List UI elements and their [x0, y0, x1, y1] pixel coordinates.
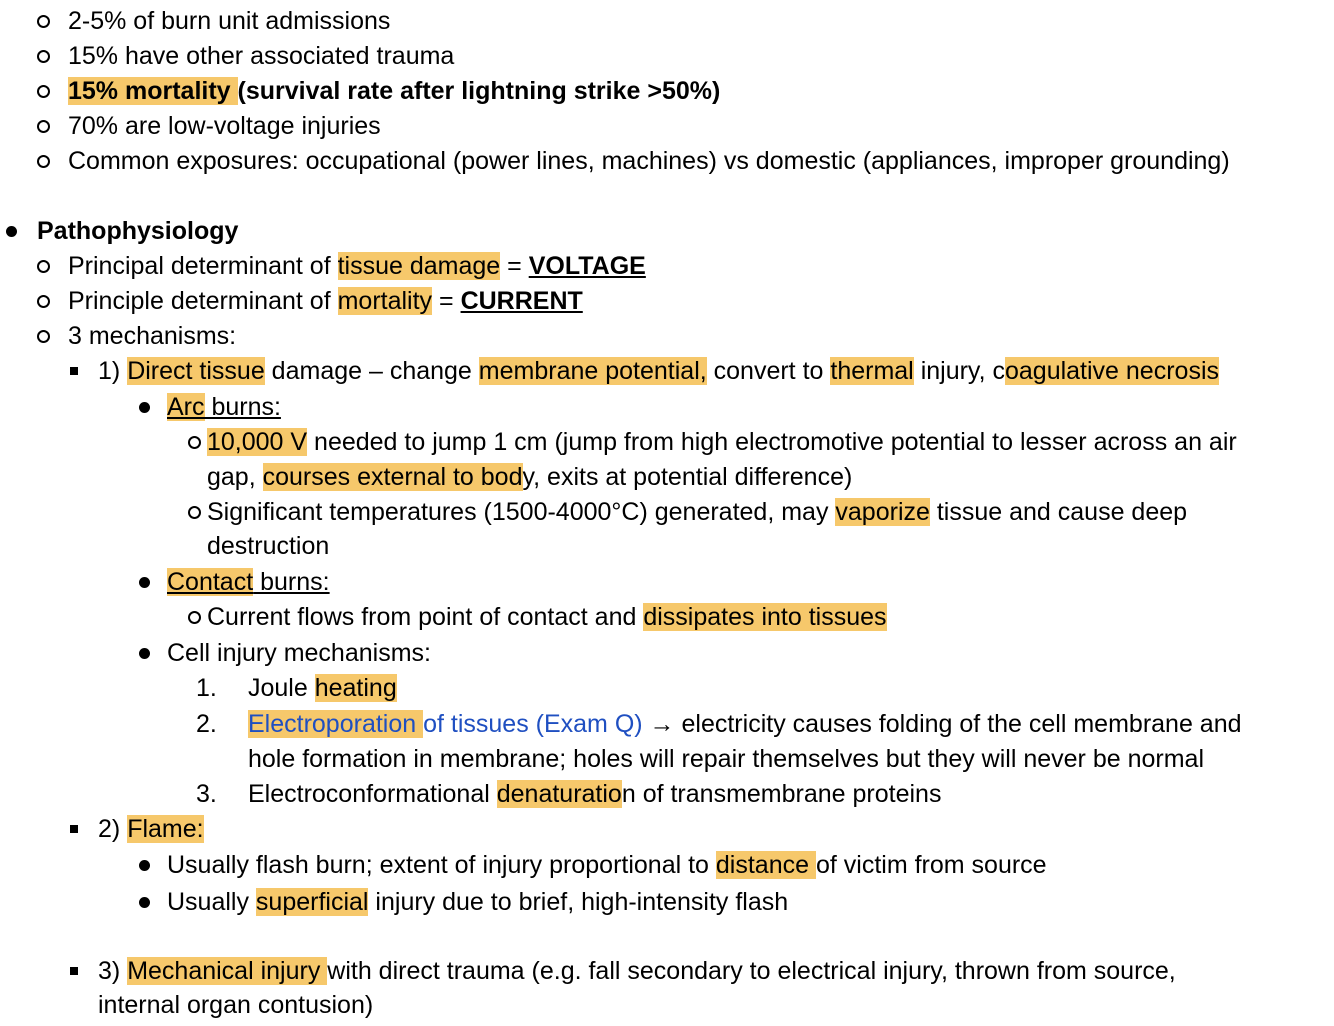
list-number: 1. — [196, 674, 217, 702]
cell-injury-item-2-cont: hole formation in membrane; holes will repair themselves but they will never be normal — [248, 745, 1204, 773]
epi-item-2: 15% have other associated trauma — [68, 42, 455, 70]
flame-bullet-2: Usually superficial injury due to brief, high-intensity flash — [167, 888, 789, 916]
circle-bullet-icon — [37, 110, 50, 145]
cell-injury-label: Cell injury mechanisms: — [167, 639, 431, 667]
mechanisms-label: 3 mechanisms: — [68, 322, 237, 350]
voltage-line: Principal determinant of tissue damage = VOLTAGE — [68, 252, 646, 280]
dot-bullet-icon — [139, 849, 150, 884]
dot-bullet-icon — [139, 566, 150, 601]
square-bullet-icon — [70, 813, 78, 848]
epi-item-4: 70% are low-voltage injuries — [68, 112, 381, 140]
circle-bullet-icon — [37, 145, 50, 180]
dot-bullet-icon — [139, 637, 150, 672]
square-bullet-icon — [70, 955, 78, 990]
contact-burns-line-1: Current flows from point of contact and dissipates into tissues — [207, 603, 887, 631]
flame-bullet-1: Usually flash burn; extent of injury proportional to distance of victim from source — [167, 851, 1047, 879]
cell-injury-item-3: Electroconformational denaturation of transmembrane proteins — [248, 780, 942, 808]
mechanism-flame: 2) Flame: — [98, 815, 204, 843]
circle-bullet-icon — [188, 496, 201, 531]
circle-bullet-icon — [37, 250, 50, 285]
epi-item-5: Common exposures: occupational (power lines, machines) vs domestic (appliances, improper grounding) — [68, 147, 1230, 175]
circle-bullet-icon — [37, 285, 50, 320]
dot-bullet-icon — [139, 391, 150, 426]
current-line: Principle determinant of mortality = CURRENT — [68, 287, 583, 315]
mechanism-mechanical-cont: internal organ contusion) — [98, 991, 374, 1019]
circle-bullet-icon — [37, 5, 50, 40]
epi-item-3-mortality: 15% mortality (survival rate after lightning strike >50%) — [68, 77, 721, 105]
arc-burns-line-1: 10,000 V needed to jump 1 cm (jump from high electromotive potential to lesser across an air — [207, 428, 1237, 456]
mechanism-direct-tissue: 1) Direct tissue damage – change membrane potential, convert to thermal injury, coagulative necrosis — [98, 357, 1219, 385]
circle-bullet-icon — [37, 320, 50, 355]
circle-bullet-icon — [188, 426, 201, 461]
dot-bullet-icon — [6, 215, 17, 250]
arc-burns-heading: Arc burns: — [167, 393, 281, 421]
arc-burns-line-4: destruction — [207, 532, 330, 560]
list-number: 2. — [196, 710, 217, 738]
list-number: 3. — [196, 780, 217, 808]
circle-bullet-icon — [37, 40, 50, 75]
circle-bullet-icon — [188, 601, 201, 636]
circle-bullet-icon — [37, 75, 50, 110]
epi-item-1: 2-5% of burn unit admissions — [68, 7, 391, 35]
section-heading-pathophysiology: Pathophysiology — [37, 217, 239, 245]
dot-bullet-icon — [139, 886, 150, 921]
cell-injury-item-2: Electroporation of tissues (Exam Q) → electricity causes folding of the cell membrane and — [248, 710, 1242, 738]
square-bullet-icon — [70, 355, 78, 390]
cell-injury-item-1: Joule heating — [248, 674, 397, 702]
arc-burns-line-3: Significant temperatures (1500-4000°C) generated, may vaporize tissue and cause deep — [207, 498, 1188, 526]
arc-burns-line-2: gap, courses external to body, exits at potential difference) — [207, 463, 853, 491]
contact-burns-heading: Contact burns: — [167, 568, 330, 596]
mechanism-mechanical: 3) Mechanical injury with direct trauma (e.g. fall secondary to electrical injury, thrown from source, — [98, 957, 1176, 985]
